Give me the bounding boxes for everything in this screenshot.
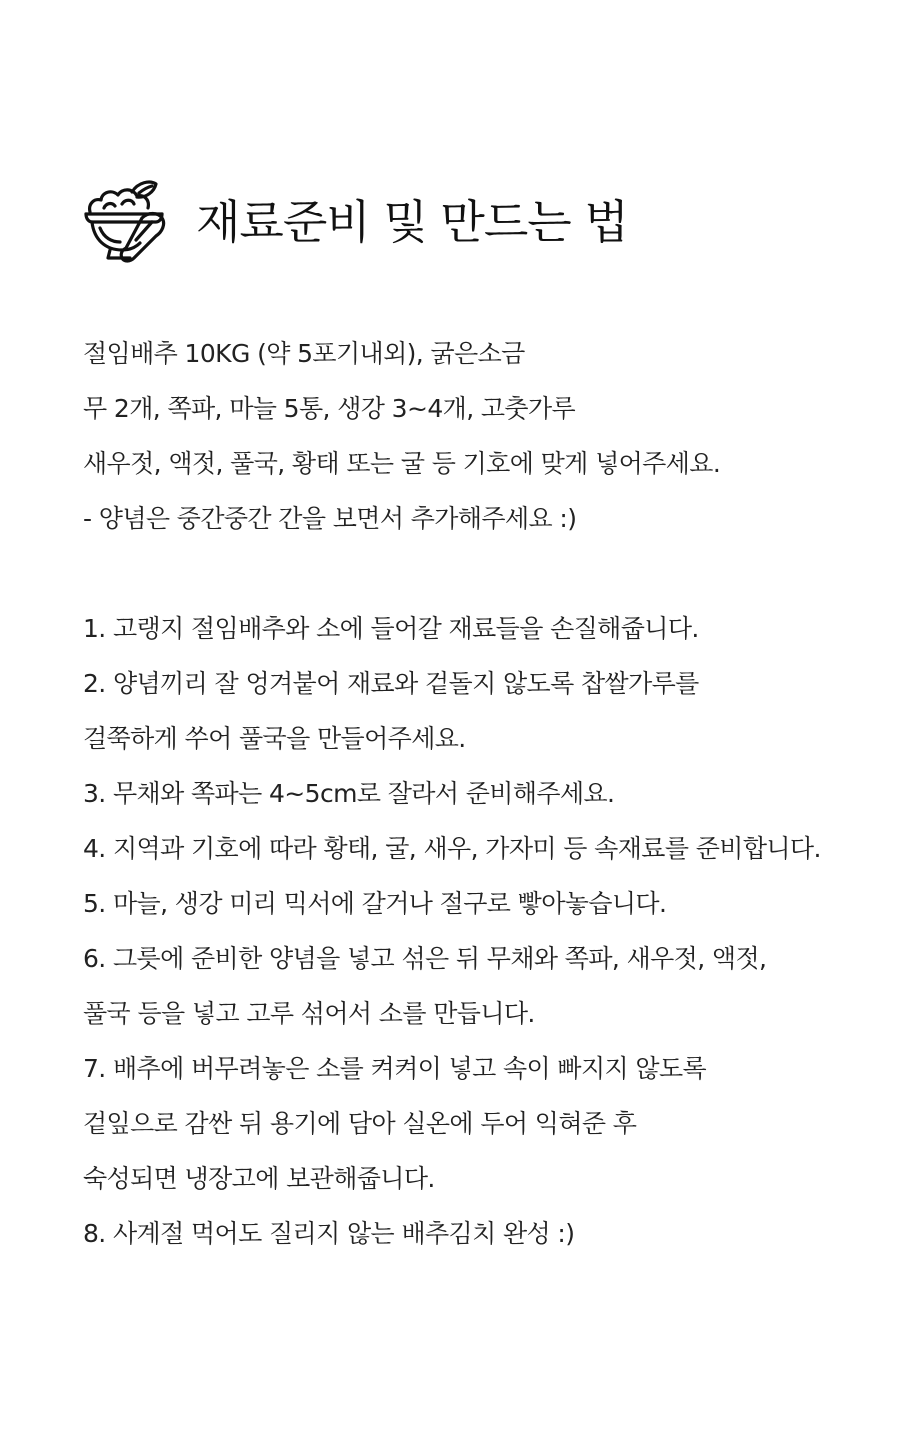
step-line: 풀국 등을 넣고 고루 섞어서 소를 만듭니다. (83, 999, 535, 1028)
step-line: 겉잎으로 감싼 뒤 용기에 담아 실온에 두어 익혀준 후 (83, 1109, 637, 1138)
ingredient-line: 새우젓, 액젓, 풀국, 황태 또는 굴 등 기호에 맞게 넣어주세요. (83, 449, 721, 478)
step-line: 6. 그릇에 준비한 양념을 넣고 섞은 뒤 무채와 쪽파, 새우젓, 액젓, (83, 944, 767, 973)
step-line: 5. 마늘, 생강 미리 믹서에 갈거나 절구로 빻아놓습니다. (83, 889, 667, 918)
section-spacer (83, 546, 883, 601)
step-line: 숙성되면 냉장고에 보관해줍니다. (83, 1164, 435, 1193)
seasoning-note: - 양념은 중간중간 간을 보면서 추가해주세요 :) (83, 504, 577, 533)
recipe-body (83, 326, 883, 1261)
ingredient-line: 무 2개, 쪽파, 마늘 5통, 생강 3~4개, 고춧가루 (83, 394, 576, 423)
step-line: 8. 사계절 먹어도 질리지 않는 배추김치 완성 :) (83, 1219, 575, 1248)
step-line: 2. 양념끼리 잘 엉겨붙어 재료와 겉돌지 않도록 찹쌀가루를 (83, 669, 699, 698)
step-line: 걸쭉하게 쑤어 풀국을 만들어주세요. (83, 724, 466, 753)
step-line: 4. 지역과 기호에 따라 황태, 굴, 새우, 가자미 등 속재료를 준비합니다. (83, 834, 821, 863)
mortar-and-pestle-icon (82, 178, 170, 266)
step-line: 7. 배추에 버무려놓은 소를 켜켜이 넣고 속이 빠지지 않도록 (83, 1054, 707, 1083)
ingredient-line: 절임배추 10KG (약 5포기내외), 굵은소금 (83, 339, 525, 368)
step-line: 1. 고랭지 절임배추와 소에 들어갈 재료들을 손질해줍니다. (83, 614, 699, 643)
page-title: 재료준비 및 만드는 법 (196, 195, 628, 249)
step-line: 3. 무채와 쪽파는 4~5cm로 잘라서 준비해주세요. (83, 779, 615, 808)
section-header (82, 178, 628, 266)
